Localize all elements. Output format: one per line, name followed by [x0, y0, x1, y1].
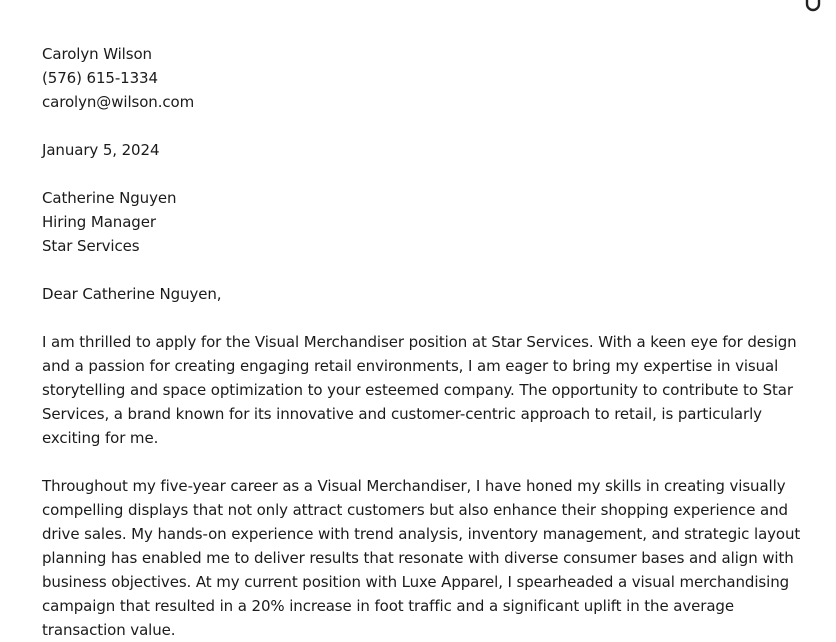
cover-letter	[42, 42, 802, 642]
body-paragraph-1: I am thrilled to apply for the Visual Merchandiser position at Star Services. With a keen eye for design and a passion for creating engaging retail environments, I am eager to bring my expertise in visual storytelling and space optimization to your esteemed company. The opportunity to contribute to Star Services, a brand known for its innovative and customer-centric approach to retail, is particularly exciting for me.	[42, 333, 797, 447]
recipient-block	[42, 186, 802, 258]
recipient-company: Star Services	[42, 237, 140, 255]
sender-phone: (576) 615-1334	[42, 69, 158, 87]
salutation: Dear Catherine Nguyen,	[42, 285, 222, 303]
recipient-name: Catherine Nguyen	[42, 189, 177, 207]
sender-email: carolyn@wilson.com	[42, 93, 195, 111]
corner-partial-icon	[804, 0, 822, 14]
letter-date: January 5, 2024	[42, 141, 160, 159]
body-paragraph-2: Throughout my five-year career as a Visual Merchandiser, I have honed my skills in creating visually compelling displays that not only attract customers but also enhance their shopping experience and drive sales. My hands-on experience with trend analysis, inventory management, and strategic layout planning has enabled me to deliver results that resonate with diverse consumer bases and align with business objectives. At my current position with Luxe Apparel, I spearheaded a visual merchandising campaign that resulted in a 20% increase in foot traffic and a significant uplift in the average transaction value.	[42, 477, 801, 639]
sender-name: Carolyn Wilson	[42, 45, 152, 63]
sender-block	[42, 42, 802, 114]
recipient-title: Hiring Manager	[42, 213, 156, 231]
